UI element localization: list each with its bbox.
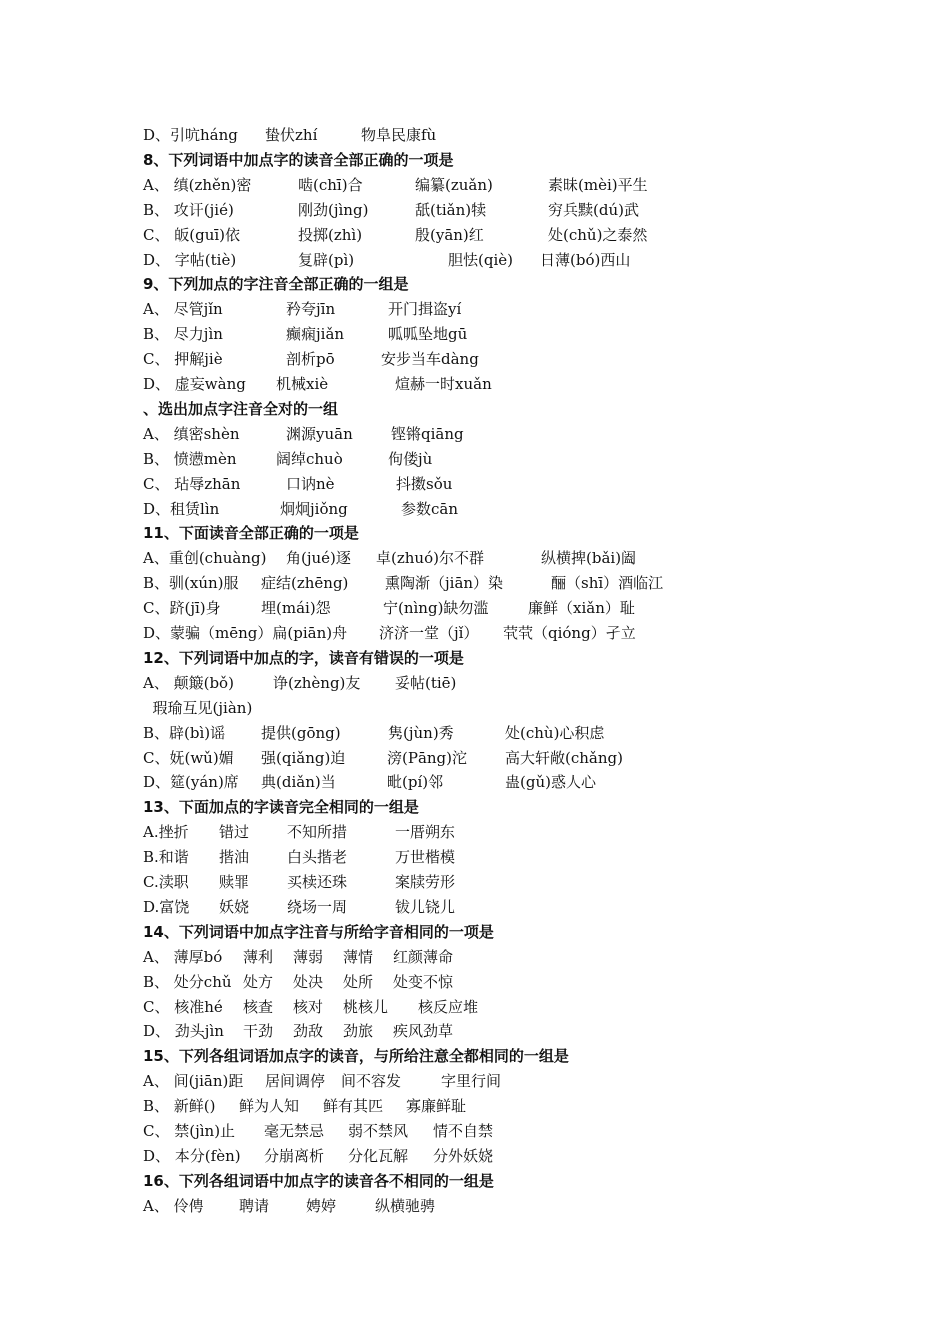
- option-label: C、 禁(jìn)止: [143, 1122, 236, 1140]
- option-item: 口讷nè: [286, 475, 335, 493]
- question-stem: 、选出加点字注音全对的一组: [143, 400, 339, 418]
- option-item: 癫痫jiǎn: [286, 325, 345, 343]
- option-item: 纵横驰骋: [375, 1197, 436, 1215]
- option-label: A、 缜密shèn: [143, 425, 240, 443]
- option-item: 廉鲜（xiǎn）耻: [528, 599, 635, 617]
- option-item: 殷(yān)红: [415, 226, 484, 244]
- option-item: 聘请: [239, 1197, 270, 1215]
- option-item: 毫无禁忌: [264, 1122, 325, 1140]
- option-label: A、 薄厚bó: [143, 948, 223, 966]
- option-item: 滂(Pāng)沱: [387, 749, 468, 767]
- option-item: 渊源yuān: [286, 425, 353, 443]
- option-item: 劲旅: [343, 1022, 374, 1040]
- option-item: 核查: [243, 998, 274, 1016]
- option-label: A、 尽管jǐn: [143, 300, 223, 318]
- option-item: 参数cān: [401, 500, 459, 518]
- option-item: 处方: [243, 973, 274, 991]
- option-item: 处(chù)心积虑: [505, 724, 605, 742]
- question-stem: 8、下列词语中加点字的读音全部正确的一项是: [143, 151, 454, 169]
- option-label: D、 劲头jìn: [143, 1022, 224, 1040]
- option-item: 弱不禁风: [348, 1122, 409, 1140]
- option-item: 薄利: [243, 948, 274, 966]
- question-stem: 14、下列词语中加点字注音与所给字音相同的一项是: [143, 923, 494, 941]
- option-item: 赎罪: [219, 873, 250, 891]
- option-item: 舐(tiǎn)犊: [415, 201, 487, 219]
- option-label: A、 颠簸(bǒ): [143, 674, 234, 692]
- option-item: 机械xiè: [276, 375, 329, 393]
- option-label: D、筵(yán)席: [143, 773, 239, 791]
- option-item: 投掷(zhì): [298, 226, 363, 244]
- option-label: B、 攻讦(jié): [143, 201, 234, 219]
- option-item: 埋(mái)怨: [261, 599, 331, 617]
- option-item: 错过: [219, 823, 250, 841]
- option-label: C、 玷辱zhān: [143, 475, 241, 493]
- option-label: C、妩(wǔ)媚: [143, 749, 234, 767]
- option-item: 桃核儿: [343, 998, 389, 1016]
- option-item: 处决: [293, 973, 324, 991]
- option-label: C、跻(jī)身: [143, 599, 221, 617]
- option-item: 处变不惊: [393, 973, 454, 991]
- option-item: 分崩离析: [264, 1147, 325, 1165]
- option-label: D、 字帖(tiè): [143, 251, 237, 269]
- option-item: 揩油: [219, 848, 250, 866]
- option-item: 胆怯(qiè): [448, 251, 513, 269]
- option-item: 开门揖盗yí: [388, 300, 462, 318]
- option-item: 寡廉鲜耻: [406, 1097, 467, 1115]
- option-item: 抖擞sǒu: [396, 475, 453, 493]
- question-stem: 12、下列词语中加点的字，读音有错误的一项是: [143, 649, 464, 667]
- option-item: 症结(zhēng): [261, 574, 349, 592]
- option-item: 红颜薄命: [393, 948, 454, 966]
- question-stem: 16、下列各组词语中加点字的读音各不相同的一组是: [143, 1172, 494, 1190]
- option-label: C、 皈(guī)依: [143, 226, 241, 244]
- option-item: 茕茕（qióng）孑立: [503, 624, 636, 642]
- option-item: 煊赫一时xuǎn: [395, 375, 492, 393]
- option-item: 白头揩老: [287, 848, 348, 866]
- option-item: 呱呱坠地gū: [388, 325, 468, 343]
- option-item: 不知所措: [287, 823, 348, 841]
- option-item: 蛊(gǔ)惑人心: [505, 773, 596, 791]
- option-item: 处(chǔ)之泰然: [548, 226, 648, 244]
- option-item: 矜夸jīn: [286, 300, 336, 318]
- option-label: A、重创(chuàng): [143, 549, 267, 567]
- option-label: C.渎职: [143, 873, 189, 891]
- option-label: C、 核准hé: [143, 998, 223, 1016]
- option-item: 剖析pō: [286, 350, 335, 368]
- option-label: B.和谐: [143, 848, 189, 866]
- option-item: 劲敌: [293, 1022, 324, 1040]
- option-item: 间不容发: [341, 1072, 402, 1090]
- question-stem: 11、下面读音全部正确的一项是: [143, 524, 359, 542]
- option-item: 日薄(bó)西山: [540, 251, 631, 269]
- option-item: 娉婷: [306, 1197, 337, 1215]
- option-item: 炯炯jiǒng: [280, 500, 348, 518]
- option-item: 安步当车dàng: [381, 350, 479, 368]
- option-label: D、引吭háng: [143, 126, 238, 144]
- option-label: C、 押解jiè: [143, 350, 223, 368]
- option-item: 万世楷模: [395, 848, 456, 866]
- option-item: 卓(zhuó)尔不群: [376, 549, 484, 567]
- option-item: 分外妖娆: [433, 1147, 494, 1165]
- option-item: 酾（shī）酒临江: [551, 574, 664, 592]
- option-item: 妥帖(tiē): [395, 674, 457, 692]
- option-item: 薄情: [343, 948, 374, 966]
- option-item: 案牍劳形: [395, 873, 456, 891]
- option-label: D、租赁lìn: [143, 500, 220, 518]
- option-item: 纵横捭(bǎi)阖: [541, 549, 637, 567]
- option-item: 核对: [293, 998, 324, 1016]
- option-label: A、 伶俜: [143, 1197, 204, 1215]
- option-item: 典(diǎn)当: [261, 773, 336, 791]
- option-item: 干劲: [243, 1022, 274, 1040]
- option-label: A、 缜(zhěn)密: [143, 176, 252, 194]
- option-label: B、 新鲜(): [143, 1097, 216, 1115]
- option-item: 绕场一周: [287, 898, 348, 916]
- option-item: 铿锵qiāng: [391, 425, 464, 443]
- option-item: 强(qiǎng)迫: [261, 749, 346, 767]
- option-label: B、 处分chǔ: [143, 973, 232, 991]
- option-label: D、 本分(fèn): [143, 1147, 241, 1165]
- option-item: 济济一堂（jǐ）: [379, 624, 479, 642]
- option-item: 一厝朔东: [395, 823, 456, 841]
- option-item: 买椟还珠: [287, 873, 348, 891]
- option-item: 阔绰chuò: [276, 450, 343, 468]
- option-item: 穷兵黩(dú)武: [548, 201, 639, 219]
- option-label: 瑕瑜互见(jiàn): [143, 699, 253, 717]
- option-item: 分化瓦解: [348, 1147, 409, 1165]
- option-item: 提供(gōng): [261, 724, 341, 742]
- option-label: A、 间(jiān)距: [143, 1072, 244, 1090]
- option-item: 毗(pí)邻: [387, 773, 444, 791]
- option-item: 编纂(zuǎn): [415, 176, 493, 194]
- option-item: 鲜有其匹: [323, 1097, 384, 1115]
- option-label: B、 愤懑mèn: [143, 450, 237, 468]
- option-item: 刚劲(jìng): [298, 201, 369, 219]
- option-item: 复辟(pì): [298, 251, 355, 269]
- option-item: 素昧(mèi)平生: [548, 176, 648, 194]
- option-item: 钹儿铙儿: [395, 898, 456, 916]
- option-item: 蛰伏zhí: [265, 126, 318, 144]
- option-item: 啮(chī)合: [298, 176, 363, 194]
- option-label: B、驯(xún)服: [143, 574, 239, 592]
- option-item: 妖娆: [219, 898, 250, 916]
- option-item: 疾风劲草: [393, 1022, 454, 1040]
- option-item: 情不自禁: [433, 1122, 494, 1140]
- option-label: B、辟(bì)谣: [143, 724, 226, 742]
- question-stem: 9、下列加点的字注音全部正确的一组是: [143, 275, 409, 293]
- option-item: 角(jué)逐: [286, 549, 351, 567]
- question-stem: 13、下面加点的字读音完全相同的一组是: [143, 798, 419, 816]
- option-item: 熏陶渐（jiān）染: [385, 574, 504, 592]
- option-item: 核反应堆: [418, 998, 479, 1016]
- option-item: 字里行间: [441, 1072, 502, 1090]
- option-item: 隽(jùn)秀: [388, 724, 454, 742]
- option-item: 鲜为人知: [239, 1097, 300, 1115]
- option-label: D.富饶: [143, 898, 190, 916]
- option-label: A.挫折: [143, 823, 189, 841]
- option-item: 宁(nìng)缺勿滥: [383, 599, 489, 617]
- option-item: 诤(zhèng)友: [273, 674, 361, 692]
- option-item: 薄弱: [293, 948, 324, 966]
- option-item: 高大轩敞(chǎng): [505, 749, 623, 767]
- option-item: 处所: [343, 973, 374, 991]
- option-item: 居间调停: [265, 1072, 326, 1090]
- option-item: 佝偻jù: [388, 450, 433, 468]
- option-item: 物阜民康fù: [361, 126, 437, 144]
- option-label: B、 尽力jìn: [143, 325, 223, 343]
- question-stem: 15、下列各组词语加点字的读音，与所给注意全都相同的一组是: [143, 1047, 569, 1065]
- option-label: D、蒙骗（mēng）扁(piān)舟: [143, 624, 348, 642]
- option-label: D、 虚妄wàng: [143, 375, 246, 393]
